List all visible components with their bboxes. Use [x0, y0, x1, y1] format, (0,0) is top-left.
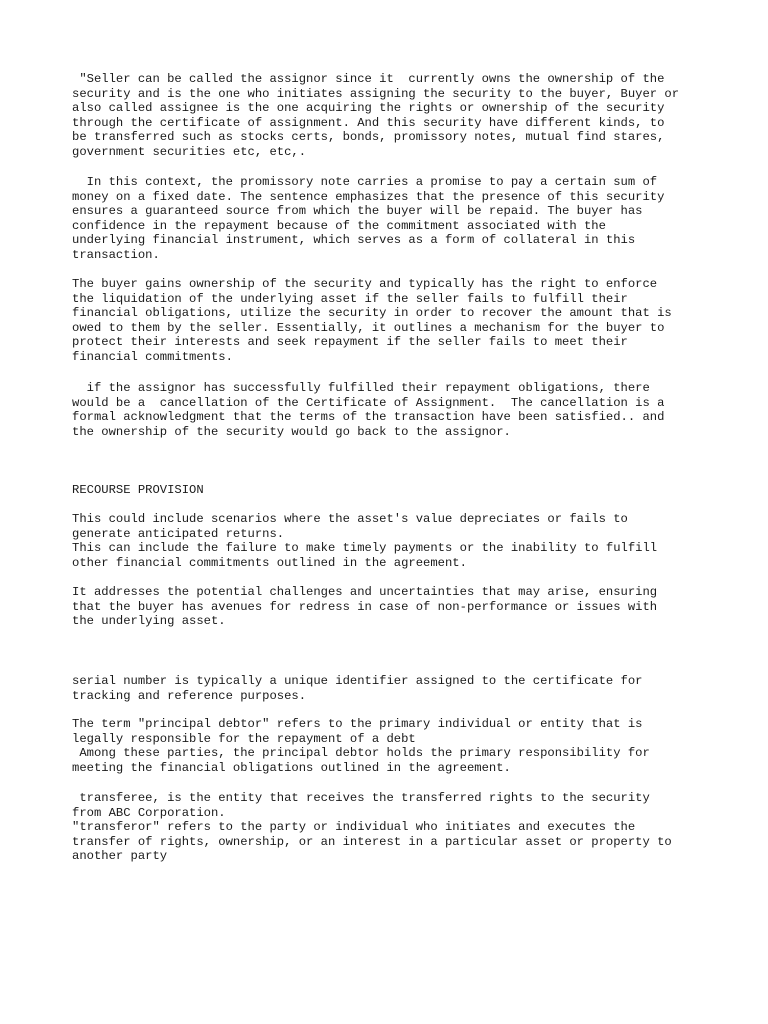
text-line: transfer of rights, ownership, or an interest in a particular asset or property to — [72, 834, 672, 849]
text-line: protect their interests and seek repayment if the seller fails to meet their — [72, 335, 628, 350]
text-line: another party — [72, 849, 168, 864]
text-line: also called assignee is the one acquiring the rights or ownership of the security — [72, 101, 665, 116]
text-line: the liquidation of the underlying asset if the seller fails to fulfill their — [72, 291, 628, 306]
text-line: financial obligations, utilize the security in order to recover the amount that is — [72, 306, 672, 321]
text-line: This could include scenarios where the asset's value depreciates or fails to — [72, 512, 628, 526]
text-line: confidence in the repayment because of the commitment associated with the — [72, 218, 606, 233]
paragraph-transferee-transferor — [72, 791, 712, 864]
paragraph-buyer-ownership — [72, 277, 712, 365]
text-line: owed to them by the seller. Essentially, it outlines a mechanism for the buyer to — [72, 320, 665, 335]
text-line: from ABC Corporation. — [72, 805, 226, 820]
text-line: the underlying asset. — [72, 614, 226, 629]
paragraph-cancellation — [72, 381, 712, 439]
text-line: tracking and reference purposes. — [72, 688, 307, 703]
text-line: be transferred such as stocks certs, bonds, promissory notes, mutual find stares, — [72, 130, 665, 145]
text-line: financial commitments. — [72, 349, 233, 364]
paragraph-serial-number — [72, 674, 712, 703]
heading-line: RECOURSE PROVISION — [72, 483, 204, 497]
paragraph-principal-debtor — [72, 717, 712, 775]
text-line: The buyer gains ownership of the security and typically has the right to enforce — [72, 277, 658, 291]
text-line: In this context, the promissory note carries a promise to pay a certain sum of — [72, 175, 658, 189]
text-line: generate anticipated returns. — [72, 526, 285, 541]
text-line: ensures a guaranteed source from which the buyer will be repaid. The buyer has — [72, 204, 643, 219]
text-line: security and is the one who initiates assigning the security to the buyer, Buyer or — [72, 86, 680, 101]
text-line: serial number is typically a unique identifier assigned to the certificate for — [72, 674, 643, 688]
text-line: the ownership of the security would go back to the assignor. — [72, 424, 511, 439]
paragraph-promissory-note — [72, 175, 712, 263]
text-line: if the assignor has successfully fulfilled their repayment obligations, there — [72, 381, 650, 395]
text-line: transaction. — [72, 247, 160, 262]
section-heading-recourse-provision — [72, 483, 712, 498]
text-line: other financial commitments outlined in the agreement. — [72, 555, 467, 570]
text-line: through the certificate of assignment. And this security have different kinds, to — [72, 115, 665, 130]
text-line: Among these parties, the principal debtor holds the primary responsibility for — [72, 746, 650, 761]
text-line: "Seller can be called the assignor since it currently owns the ownership of the — [72, 72, 665, 86]
text-line: "transferor" refers to the party or individual who initiates and executes the — [72, 820, 636, 835]
text-line: legally responsible for the repayment of a debt — [72, 731, 416, 746]
text-line: formal acknowledgment that the terms of the transaction have been satisfied.. and — [72, 410, 665, 425]
text-line: It addresses the potential challenges and uncertainties that may arise, ensuring — [72, 585, 658, 599]
text-line: transferee, is the entity that receives the transferred rights to the security — [72, 791, 650, 805]
text-line: would be a cancellation of the Certificate of Assignment. The cancellation is a — [72, 395, 665, 410]
text-line: money on a fixed date. The sentence emphasizes that the presence of this security — [72, 189, 665, 204]
text-line: that the buyer has avenues for redress in case of non-performance or issues with — [72, 599, 658, 614]
paragraph-challenges — [72, 585, 712, 629]
paragraph-seller-assignor — [72, 72, 712, 160]
paragraph-recourse-scenarios — [72, 512, 712, 570]
text-line: meeting the financial obligations outlined in the agreement. — [72, 760, 511, 775]
text-line: government securities etc, etc,. — [72, 144, 307, 159]
text-line: The term "principal debtor" refers to the primary individual or entity that is — [72, 717, 643, 731]
text-line: underlying financial instrument, which serves as a form of collateral in this — [72, 233, 636, 248]
text-line: This can include the failure to make timely payments or the inability to fulfill — [72, 541, 658, 556]
